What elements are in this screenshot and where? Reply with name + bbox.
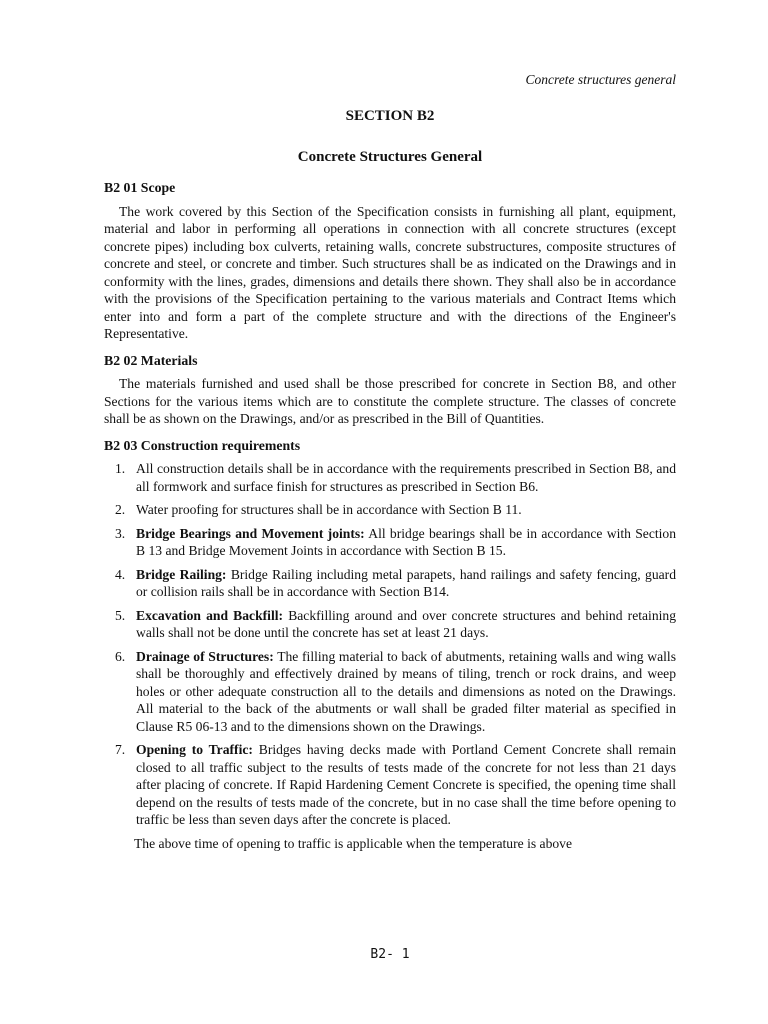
item-number: 4. (115, 566, 126, 582)
item-title: Drainage of Structures: (136, 648, 274, 664)
list-item (104, 525, 676, 560)
materials-paragraph: The materials furnished and used shall be those prescribed for concrete in Section B8, and other Sections for the various items which are to constitute the complete structure. The classes of concrete shall be as shown on the Drawings, and/or as prescribed in the Bill of Quantities. (104, 376, 676, 426)
item-text: Backfilling around and over concrete structures and behind retaining walls shall not be done until the concrete has set at least 21 days. (136, 607, 676, 640)
item-text: All construction details shall be in accordance with the requirements prescribed in Section B8, and all formwork and surface finish for structures as prescribed in Section B6. (136, 461, 676, 494)
scope-paragraph: The work covered by this Section of the Specification consists in furnishing all plant, equipment, material and labor in performing all operations in connection with all concrete structures (except concrete pipes) including box culverts, retaining walls, concrete substructures, composite structures of concrete and steel, or concrete and timber. Such structures shall be as indicated on the Drawings and in conformity with the lines, grades, dimensions and details there shown. They shall also be in accordance with the provisions of the Specification pertaining to the various materials and Contract Items which enter into and form a part of the complete structure and with the directions of the Engineer's Representative. (104, 203, 676, 341)
item-number: 6. (115, 648, 126, 664)
item-title: Bridge Railing: (136, 566, 227, 582)
item-number: 7. (115, 742, 126, 757)
item-text: Bridge Railing including metal parapets, hand railings and safety fencing, guard or collision rails shall be in accordance with Section B14. (136, 566, 676, 599)
list-item (104, 648, 676, 736)
item-title: Bridge Bearings and Movement joints: (136, 525, 365, 541)
scope-heading: B2 01 Scope (104, 180, 176, 195)
item-number: 5. (115, 607, 126, 623)
closing-paragraph: The above time of opening to traffic is applicable when the temperature is above (134, 835, 572, 851)
item-text: Water proofing for structures shall be in accordance with Section B 11. (136, 502, 522, 517)
item-text: The filling material to back of abutments, retaining walls and wing walls shall be thoroughly and effectively drained by means of tiling, trench or rock drains, and weep holes or other adequate construction all to the details and dimensions as noted on the Drawings. All material to the back of the abutments or wall shall be graded filter material as specified in Clause R5 06-13 and to the dimensions shown on the Drawings. (136, 648, 676, 734)
item-title: Opening to Traffic: (136, 742, 253, 757)
page-number: B2- 1 (370, 947, 410, 962)
item-number: 3. (115, 525, 126, 541)
list-item (104, 741, 676, 829)
running-head: Concrete structures general (525, 72, 676, 87)
list-item (104, 607, 676, 642)
item-text: Bridges having decks made with Portland Cement Concrete shall remain closed to all traffic subject to the results of tests made of the concrete for not less than 21 days after placing of concrete. If Rapid Hardening Cement Concrete is specified, the opening time shall depend on the results of tests made of the concrete, but in no case shall the time before opening to traffic be less than seven days after the concrete is placed. (136, 742, 676, 827)
item-number: 2. (115, 502, 126, 517)
item-title: Excavation and Backfill: (136, 607, 284, 623)
document-body (104, 179, 676, 852)
list-item (104, 460, 676, 495)
section-title: SECTION B2 (345, 108, 435, 124)
document-title: Concrete Structures General (297, 149, 483, 165)
list-item (104, 566, 676, 601)
list-item (104, 501, 676, 519)
construction-requirements-list (104, 460, 676, 829)
item-number: 1. (115, 461, 126, 476)
materials-heading: B2 02 Materials (104, 352, 198, 368)
construction-heading: B2 03 Construction requirements (104, 437, 301, 453)
item-text: All bridge bearings shall be in accordance with Section B 13 and Bridge Movement Joints in accordance with Section B 15. (136, 525, 676, 558)
